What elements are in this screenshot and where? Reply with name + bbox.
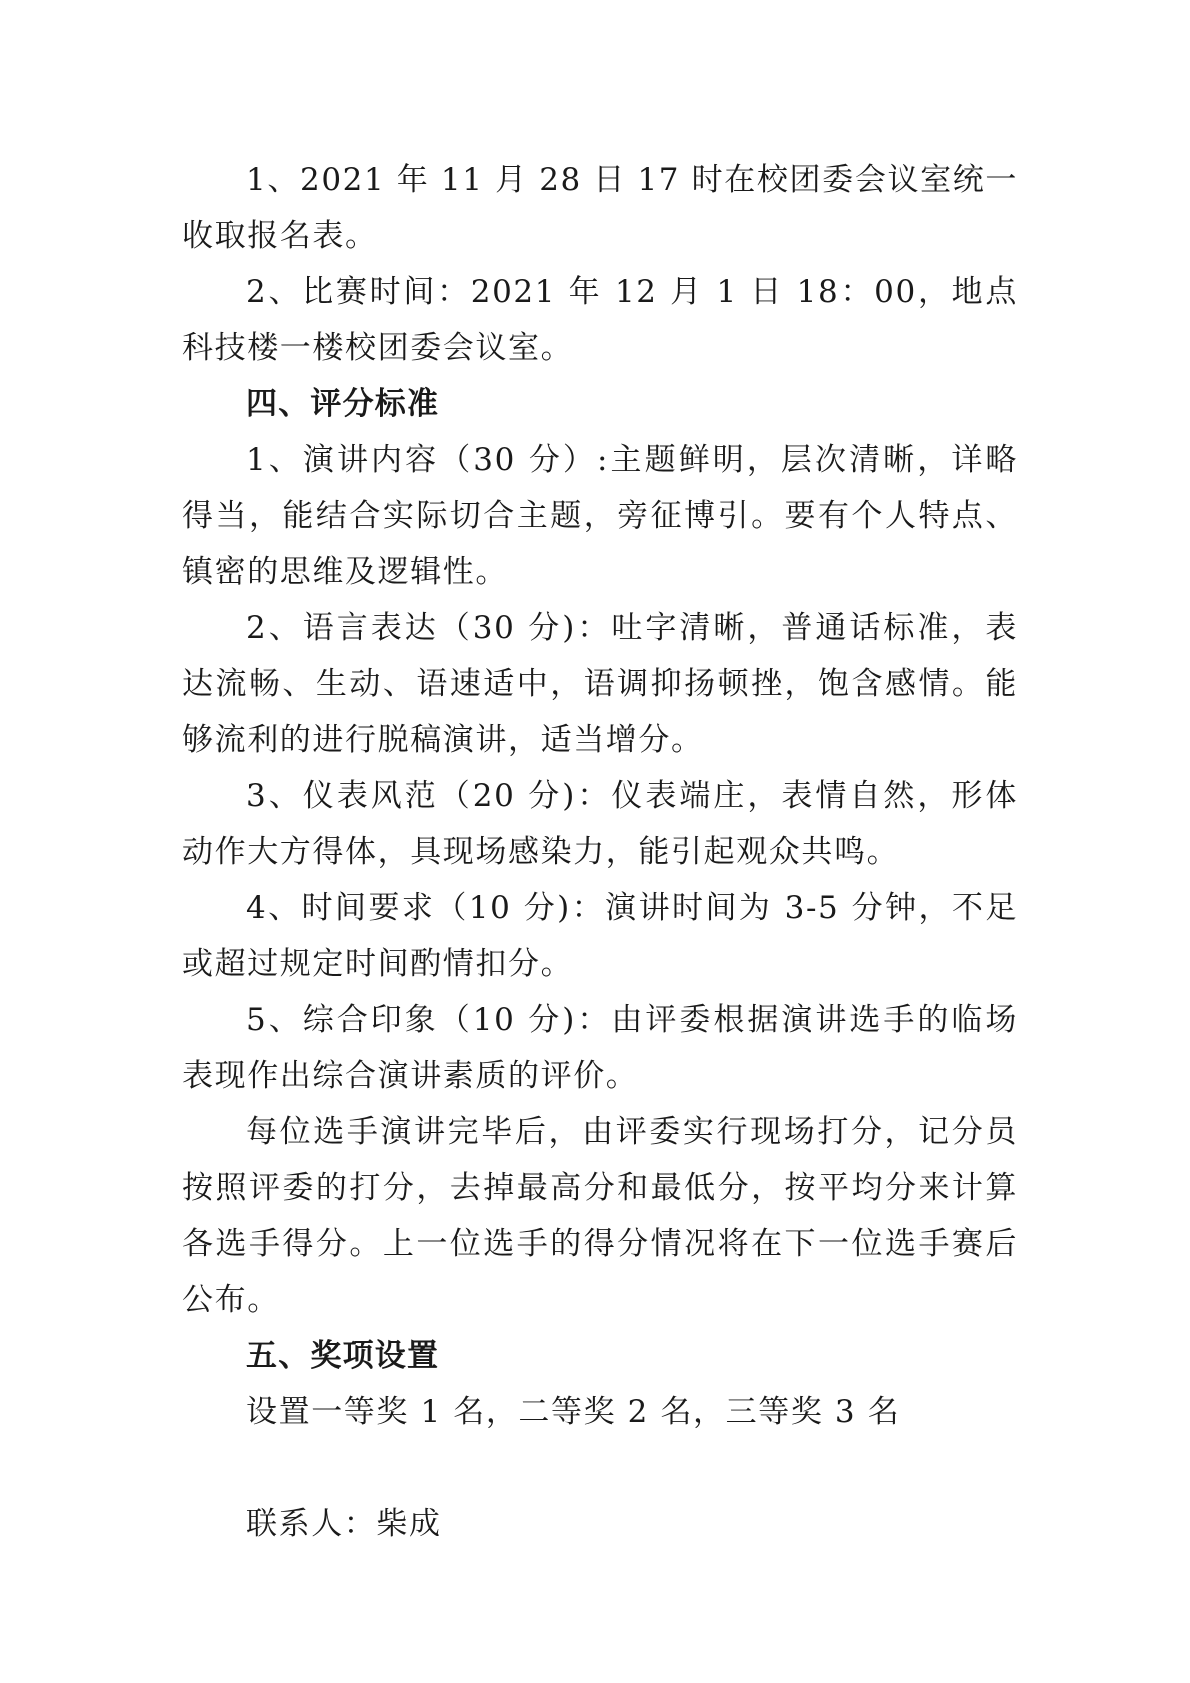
contact-line: 联系人：柴成 [246,1506,442,1542]
section-heading-awards: 五、奖项设置 [246,1338,440,1374]
paragraph-registration: 1、2021 年 11 月 28 日 17 时在校团委会议室统一收取报名表。 [182,162,1018,254]
paragraph-criterion-impression: 5、综合印象（10 分)：由评委根据演讲选手的临场表现作出综合演讲素质的评价。 [182,1002,1018,1094]
section-heading-scoring: 四、评分标准 [246,386,440,422]
paragraph-competition-time: 2、比赛时间：2021 年 12 月 1 日 18：00，地点科技楼一楼校团委会议室。 [182,274,1018,366]
paragraph-criterion-language: 2、语言表达（30 分)：吐字清晰，普通话标准，表达流畅、生动、语速适中，语调抑扬顿挫，饱含感情。能够流利的进行脱稿演讲，适当增分。 [182,610,1018,758]
document-body [182,152,1018,1552]
paragraph-scoring-procedure: 每位选手演讲完毕后，由评委实行现场打分，记分员按照评委的打分，去掉最高分和最低分，按平均分来计算各选手得分。上一位选手的得分情况将在下一位选手赛后公布。 [182,1114,1018,1318]
paragraph-criterion-appearance: 3、仪表风范（20 分)：仪表端庄，表情自然，形体动作大方得体，具现场感染力，能引起观众共鸣。 [182,778,1018,870]
paragraph-criterion-time: 4、时间要求（10 分)：演讲时间为 3-5 分钟，不足或超过规定时间酌情扣分。 [182,890,1018,982]
paragraph-awards: 设置一等奖 1 名，二等奖 2 名，三等奖 3 名 [246,1394,901,1430]
paragraph-criterion-content: 1、演讲内容（30 分）:主题鲜明，层次清晰，详略得当，能结合实际切合主题，旁征博引。要有个人特点、镇密的思维及逻辑性。 [182,442,1018,590]
blank-line [182,1440,1018,1496]
